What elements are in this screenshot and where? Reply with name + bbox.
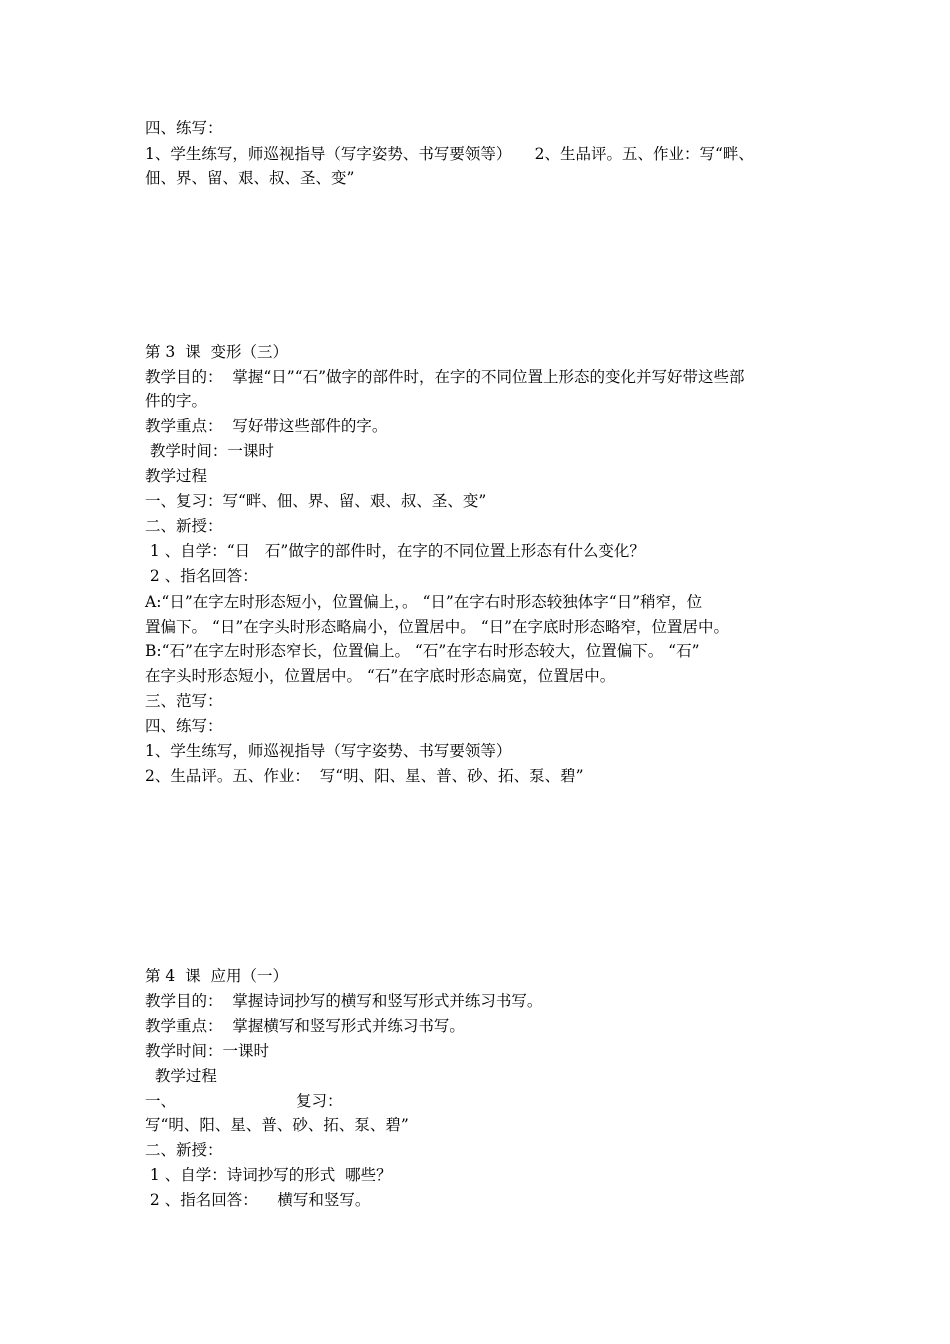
lesson3-a-line-1: A:“日”在字左时形态短小，位置偏上，。 “日”在字右时形态较独体字“日”稍窄，位	[145, 593, 703, 611]
lesson4-review-label: 复习：	[296, 1092, 343, 1110]
lesson3-goal-line-2: 件的字。	[145, 392, 208, 410]
lesson3-b-line-1: B:“石”在字左时形态窄长，位置偏上。 “石”在字右时形态较大，位置偏下。 “石”	[145, 642, 700, 660]
lesson3-self-study: 1 、自学：“日 石”做字的部件时，在字的不同位置上形态有什么变化？	[145, 542, 645, 560]
lesson4-title: 第 4 课 应用（一）	[145, 967, 288, 985]
lesson3-focus: 教学重点： 写好带这些部件的字。	[145, 417, 388, 435]
lesson3-a-line-2: 置偏下。 “日”在字头时形态略扁小，位置居中。 “日”在字底时形态略窄，位置居中。	[145, 618, 730, 636]
practice-heading: 四、练写：	[145, 119, 223, 137]
lesson4-goal: 教学目的： 掌握诗词抄写的横写和竖写形式并练习书写。	[145, 992, 543, 1010]
lesson3-answer: 2 、指名回答：	[145, 567, 258, 585]
lesson3-goal-line-1: 教学目的： 掌握“日”“石”做字的部件时，在字的不同位置上形态的变化并写好带这些部	[145, 368, 745, 386]
lesson3-practice-2: 2、生品评。五、作业： 写“明、阳、星、普、砂、拓、泵、碧”	[145, 767, 584, 785]
lesson4-focus: 教学重点： 掌握横写和竖写形式并练习书写。	[145, 1017, 465, 1035]
practice-paragraph-line-1: 1、学生练写，师巡视指导（写字姿势、书写要领等） 2、生品评。五、作业：写“畔、	[145, 145, 754, 163]
lesson3-review: 一、复习：写“畔、佃、界、留、艰、叔、圣、变”	[145, 492, 487, 510]
lesson4-time: 教学时间：一课时	[145, 1042, 270, 1060]
lesson4-new-teach: 二、新授：	[145, 1141, 223, 1159]
lesson3-b-line-2: 在字头时形态短小，位置居中。 “石”在字底时形态扁宽，位置居中。	[145, 667, 616, 685]
lesson3-practice: 四、练写：	[145, 717, 223, 735]
lesson4-review-content: 写“明、阳、星、普、砂、拓、泵、碧”	[145, 1116, 409, 1134]
lesson3-new-teach: 二、新授：	[145, 517, 223, 535]
lesson3-time: 教学时间：一课时	[145, 442, 274, 460]
lesson3-demo: 三、范写：	[145, 692, 223, 710]
lesson3-practice-1: 1、学生练写，师巡视指导（写字姿势、书写要领等）	[145, 742, 512, 760]
practice-paragraph-line-2: 佃、界、留、艰、叔、圣、变”	[145, 169, 355, 187]
lesson4-answer: 2 、指名回答： 横写和竖写。	[145, 1191, 371, 1209]
lesson3-process-heading: 教学过程	[145, 467, 208, 485]
lesson3-title: 第 3 课 变形（三）	[145, 343, 288, 361]
lesson4-process-heading: 教学过程	[145, 1067, 217, 1085]
lesson4-review-number: 一、	[145, 1092, 177, 1110]
lesson4-self-study: 1 、自学：诗词抄写的形式 哪些？	[145, 1166, 392, 1184]
